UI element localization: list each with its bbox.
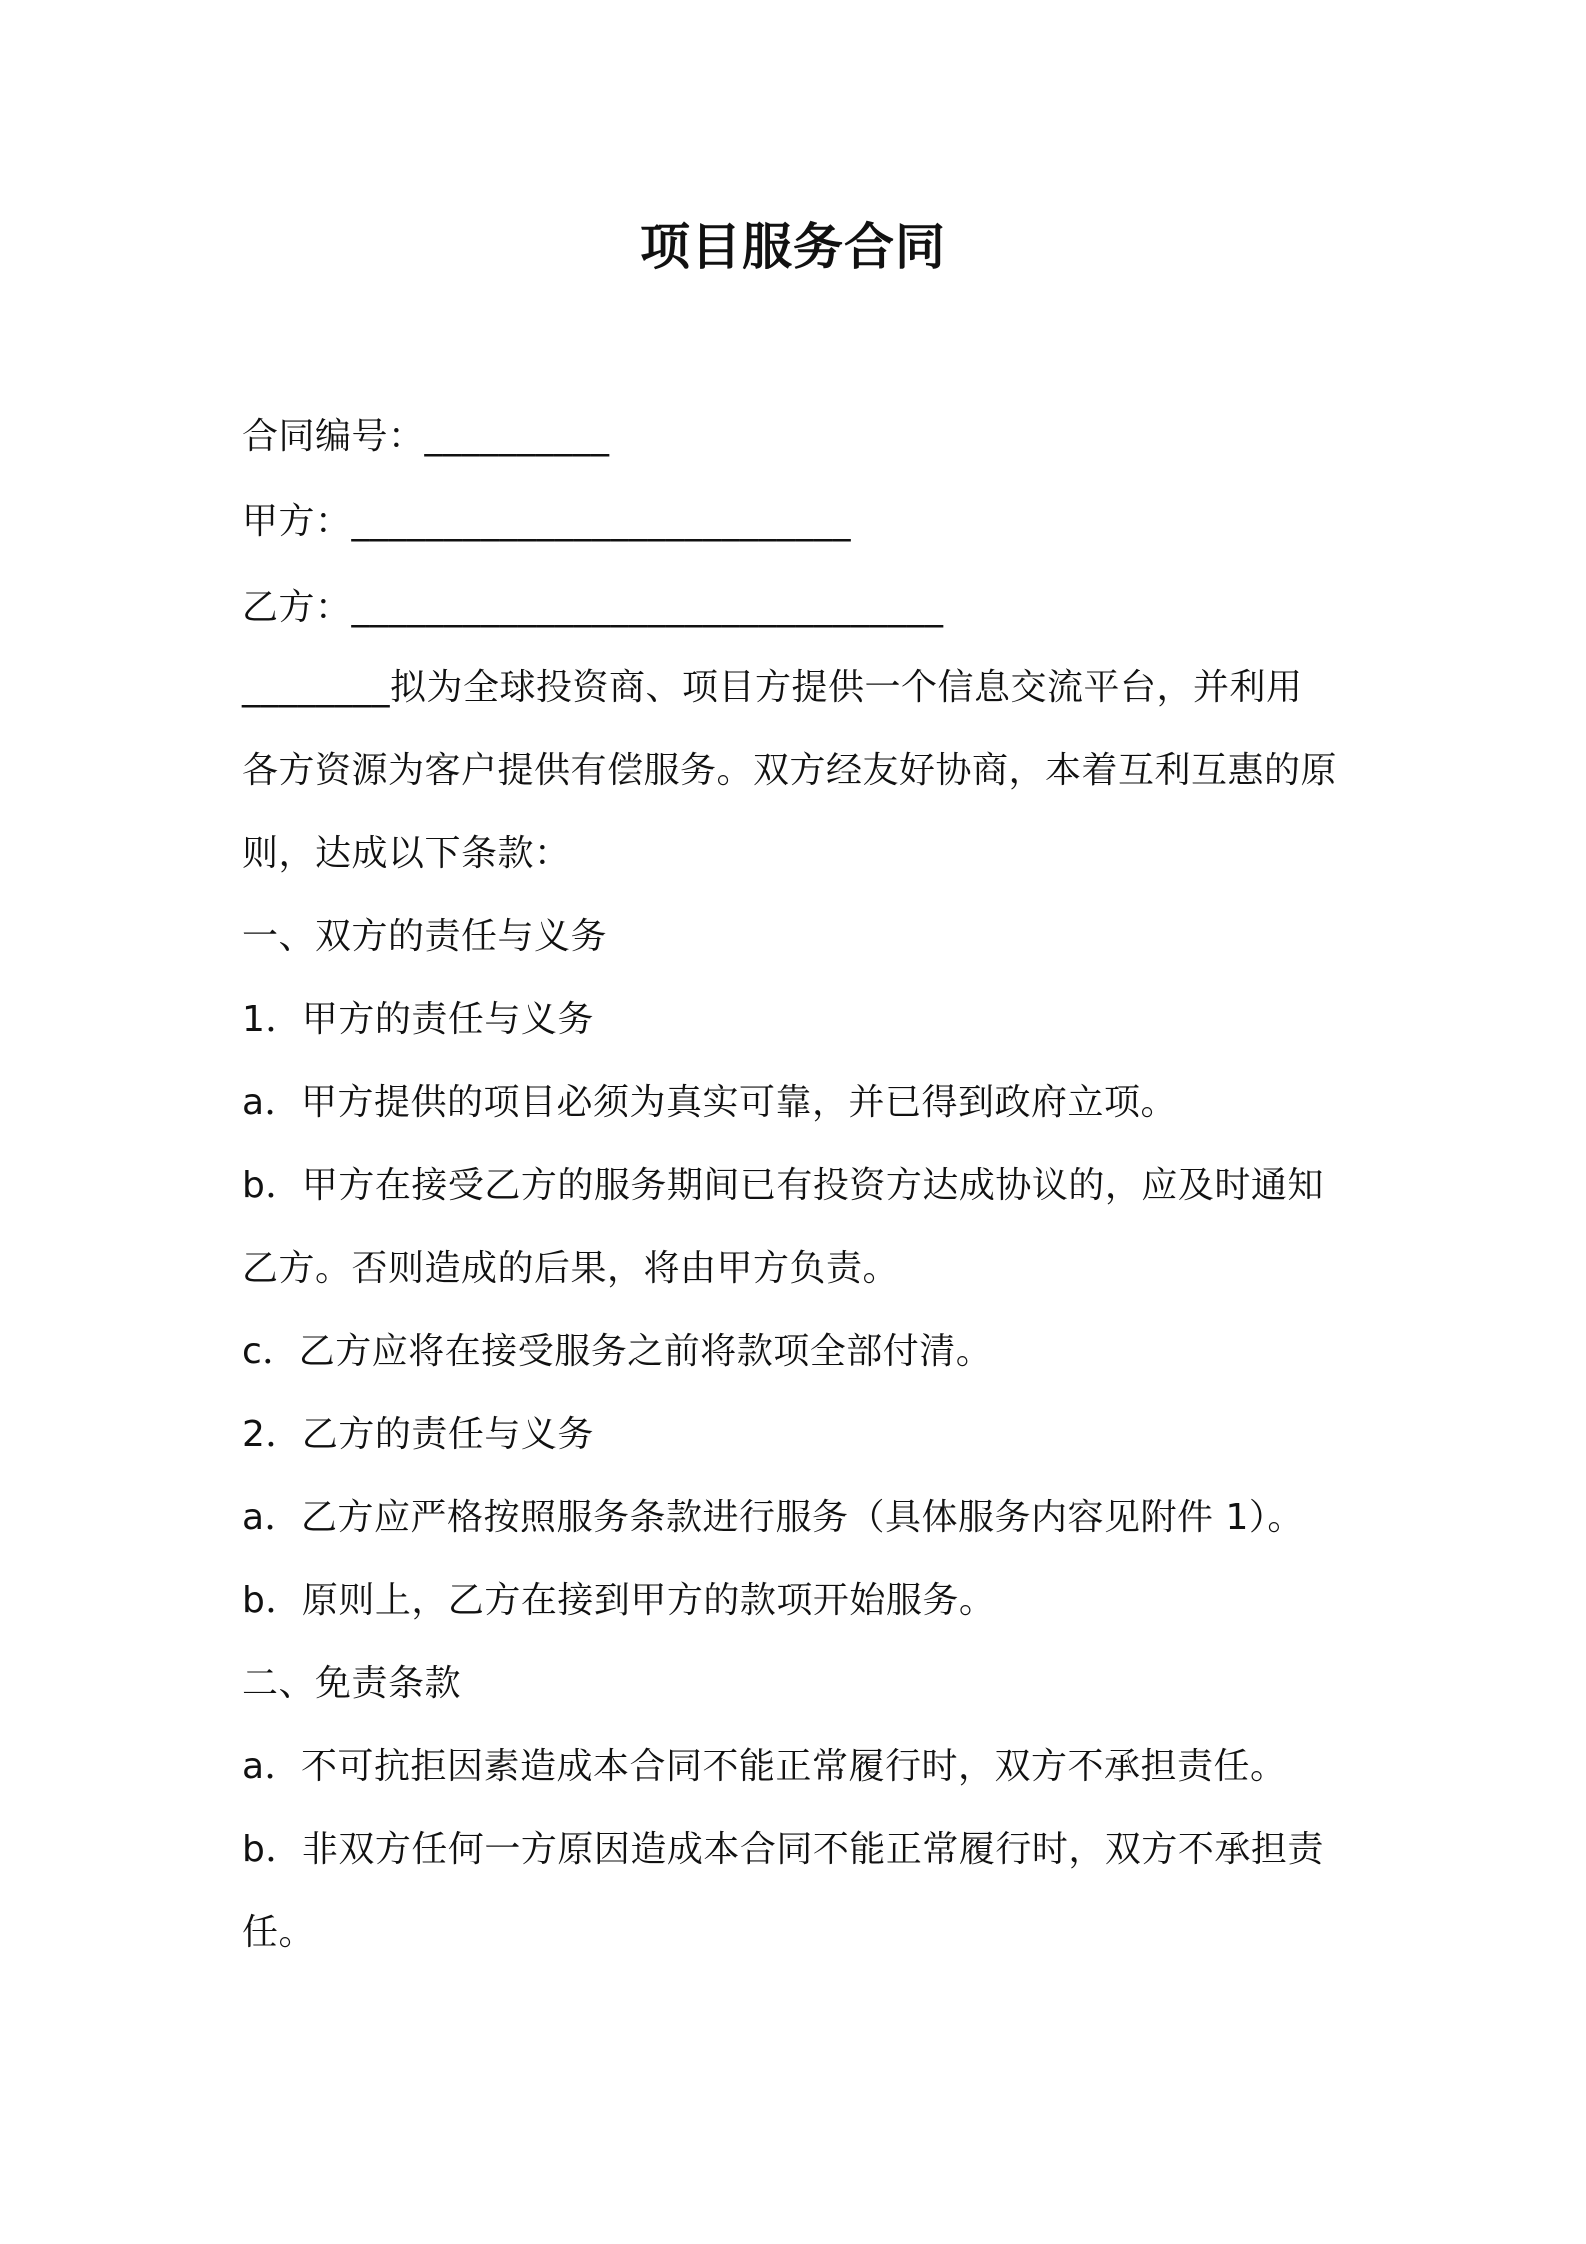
clause-line: 任。 <box>242 1912 316 1953</box>
clause-line: c．乙方应将在接受服务之前将款项全部付清。 <box>242 1331 993 1372</box>
clause-line: b．原则上，乙方在接到甲方的款项开始服务。 <box>242 1580 996 1621</box>
contract-number-field: 合同编号：__________ <box>242 416 610 457</box>
section-heading-1: 一、双方的责任与义务 <box>242 916 608 957</box>
intro-paragraph-line: 各方资源为客户提供有偿服务。双方经友好协商，本着互利互惠的原 <box>242 750 1338 791</box>
clause-line: a．不可抗拒因素造成本合同不能正常履行时，双方不承担责任。 <box>242 1746 1287 1787</box>
intro-paragraph-line: 则，达成以下条款： <box>242 833 571 874</box>
subsection-heading-1: 1．甲方的责任与义务 <box>242 999 594 1040</box>
clause-line: b．甲方在接受乙方的服务期间已有投资方达成协议的，应及时通知 <box>242 1165 1324 1206</box>
party-b-field: 乙方：________________________________ <box>242 587 944 628</box>
subsection-heading-2: 2．乙方的责任与义务 <box>242 1414 594 1455</box>
document-title: 项目服务合同 <box>640 218 946 276</box>
party-a-field: 甲方：___________________________ <box>242 501 852 542</box>
section-heading-2: 二、免责条款 <box>242 1663 462 1704</box>
clause-line: a．乙方应严格按照服务条款进行服务（具体服务内容见附件 1）。 <box>242 1497 1304 1538</box>
clause-line: a．甲方提供的项目必须为真实可靠，并已得到政府立项。 <box>242 1082 1178 1123</box>
intro-paragraph-line: ________拟为全球投资商、项目方提供一个信息交流平台，并利用 <box>242 667 1303 708</box>
clause-line: b．非双方任何一方原因造成本合同不能正常履行时，双方不承担责 <box>242 1829 1324 1870</box>
clause-line: 乙方。否则造成的后果，将由甲方负责。 <box>242 1248 900 1289</box>
